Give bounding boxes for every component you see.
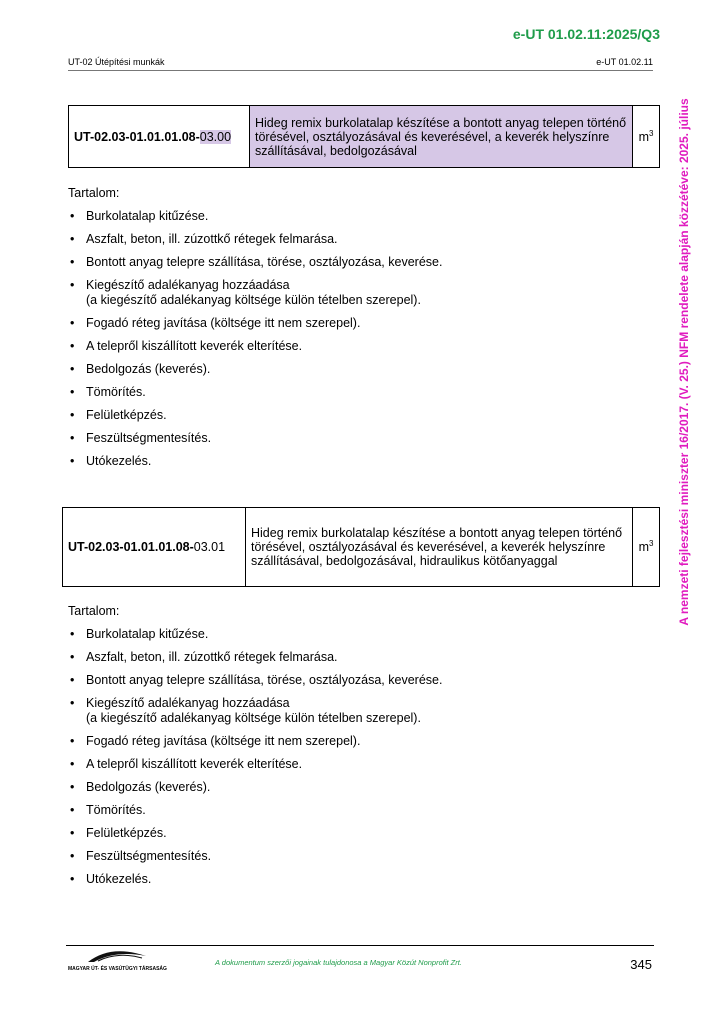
copyright-notice: A dokumentum szerzői jogainak tulajdonosa a Magyar Közút Nonprofit Zrt.: [215, 958, 462, 967]
item-unit: $m^3$: [633, 106, 660, 168]
bullet-icon: •: [70, 232, 75, 246]
item-table-1: [68, 105, 660, 168]
content-bullet-item: [68, 803, 442, 818]
bullet-text: Fogadó réteg javítása (költsége itt nem szerepel).: [86, 316, 361, 330]
logo-text: MAGYAR ÚT- ÉS VASÚTÜGYI TÁRSASÁG: [68, 966, 167, 972]
content-bullet-item: [68, 255, 442, 270]
sidebar-text: A nemzeti fejlesztési miniszter 16/2017. (V. 25.) NFM rendelete alapján közzétéve: 2025. július: [677, 98, 691, 626]
content-bullet-item: [68, 780, 442, 795]
bullet-icon: •: [70, 454, 75, 468]
content-title: Tartalom:: [68, 186, 120, 200]
content-bullet-list: [68, 209, 442, 469]
content-bullet-item: [68, 408, 442, 423]
item-content-2: [68, 604, 442, 895]
item-unit: $m^3$: [633, 508, 660, 587]
item-description: Hideg remix burkolatalap készítése a bontott anyag telepen történő törésével, osztályozásával és keverésével, a keverék helyszínre szállításával, bedolgozásával, hidraulikus kötőanyaggal: [246, 508, 633, 587]
bullet-icon: •: [70, 209, 75, 223]
content-bullet-item: [68, 650, 442, 665]
bullet-text: Utókezelés.: [86, 872, 152, 886]
content-title: Tartalom:: [68, 604, 120, 618]
content-bullet-item: [68, 209, 442, 224]
bullet-icon: •: [70, 431, 75, 445]
bullet-icon: •: [70, 627, 75, 641]
content-bullet-item: [68, 431, 442, 446]
bullet-text: Bontott anyag telepre szállítása, törése, osztályozása, keverése.: [86, 255, 443, 269]
content-bullet-item: [68, 696, 442, 726]
bullet-text: Feszültségmentesítés.: [86, 431, 212, 445]
content-bullet-item: [68, 734, 442, 749]
bullet-text: Aszfalt, beton, ill. zúzottkő rétegek felmarása.: [86, 650, 338, 664]
bullet-icon: •: [70, 385, 75, 399]
company-logo: [68, 948, 167, 972]
content-bullet-item: [68, 316, 442, 331]
content-bullet-item: [68, 232, 442, 247]
bullet-icon: •: [70, 803, 75, 817]
content-bullet-list: [68, 627, 442, 887]
item-code-suffix: 03.01: [193, 540, 226, 554]
document-code: e-UT 01.02.11:2025/Q3: [512, 26, 660, 42]
bullet-icon: •: [70, 696, 75, 710]
bullet-text: Utókezelés.: [86, 454, 152, 468]
bullet-icon: •: [70, 408, 75, 422]
content-bullet-item: [68, 627, 442, 642]
content-bullet-item: [68, 757, 442, 772]
bullet-text: A telepről kiszállított keverék elterítése.: [86, 757, 303, 771]
bullet-icon: •: [70, 872, 75, 886]
bullet-icon: •: [70, 650, 75, 664]
bullet-icon: •: [70, 673, 75, 687]
content-bullet-item: [68, 872, 442, 887]
bullet-text: Felületképzés.: [86, 408, 167, 422]
bullet-icon: •: [70, 757, 75, 771]
bullet-text: Tömörítés.: [86, 803, 146, 817]
bullet-text: Feszültségmentesítés.: [86, 849, 212, 863]
bullet-text: Felületképzés.: [86, 826, 167, 840]
bullet-text: Kiegészítő adalékanyag hozzáadása (a kiegészítő adalékanyag költsége külön tételben szerepel).: [86, 278, 421, 307]
bullet-text: Aszfalt, beton, ill. zúzottkő rétegek felmarása.: [86, 232, 338, 246]
content-bullet-item: [68, 339, 442, 354]
item-code-suffix: 03.00: [199, 129, 232, 144]
content-bullet-item: [68, 278, 442, 308]
bullet-icon: •: [70, 339, 75, 353]
content-bullet-item: [68, 849, 442, 864]
item-description: Hideg remix burkolatalap készítése a bontott anyag telepen történő törésével, osztályozásával és keverésével, a keverék helyszínre szállításával, bedolgozásával: [250, 106, 633, 168]
item-table-2: [62, 507, 660, 587]
bullet-text: Burkolatalap kitűzése.: [86, 627, 209, 641]
bullet-icon: •: [70, 278, 75, 292]
bullet-text: Bedolgozás (keverés).: [86, 362, 211, 376]
bullet-icon: •: [70, 780, 75, 794]
bullet-icon: •: [70, 316, 75, 330]
bullet-text: Bontott anyag telepre szállítása, törése, osztályozása, keverése.: [86, 673, 443, 687]
bullet-icon: •: [70, 362, 75, 376]
content-bullet-item: [68, 385, 442, 400]
bullet-icon: •: [70, 255, 75, 269]
bullet-text: Fogadó réteg javítása (költsége itt nem szerepel).: [86, 734, 361, 748]
bullet-icon: •: [70, 849, 75, 863]
page-number: 345: [630, 957, 652, 972]
content-bullet-item: [68, 826, 442, 841]
bullet-text: Burkolatalap kitűzése.: [86, 209, 209, 223]
bullet-icon: •: [70, 826, 75, 840]
header-right: e-UT 01.02.11: [596, 57, 653, 67]
bullet-text: Kiegészítő adalékanyag hozzáadása (a kiegészítő adalékanyag költsége külön tételben szerepel).: [86, 696, 421, 725]
item-code-cell: [63, 508, 246, 587]
content-bullet-item: [68, 673, 442, 688]
bullet-icon: •: [70, 734, 75, 748]
item-code-main: UT-02.03-01.01.01.08-: [68, 540, 194, 554]
page-header: [68, 57, 653, 71]
bullet-text: Bedolgozás (keverés).: [86, 780, 211, 794]
logo-swoosh-icon: [68, 948, 160, 964]
content-bullet-item: [68, 362, 442, 377]
bullet-text: Tömörítés.: [86, 385, 146, 399]
footer-divider: [66, 945, 654, 946]
header-left: UT-02 Útépítési munkák: [68, 57, 165, 67]
item-code-cell: [69, 106, 250, 168]
sidebar-publication-note: [674, 96, 694, 628]
item-content-1: [68, 186, 442, 477]
item-code-main: UT-02.03-01.01.01.08-: [74, 129, 200, 144]
bullet-text: A telepről kiszállított keverék elterítése.: [86, 339, 303, 353]
content-bullet-item: [68, 454, 442, 469]
